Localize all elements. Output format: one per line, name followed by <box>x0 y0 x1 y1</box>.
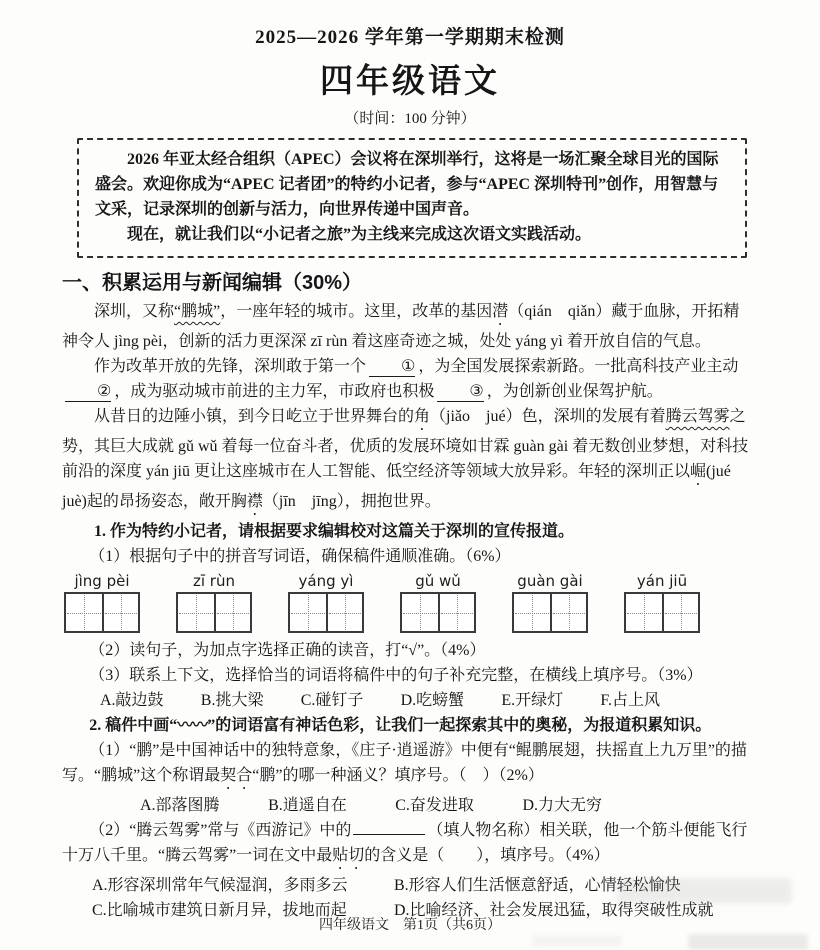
section-heading: 一、积累运用与新闻编辑（30%） <box>62 272 363 294</box>
question-1-2: （2）读句子，为加点字选择正确的读音，打“√”。（4%） <box>89 642 486 659</box>
question-2-1: （1）“鹏”是中国神话中的独特意象，《庄子·逍遥游》中便有“鲲鹏展翅，扶摇直上九万里”的描写。“鹏城”这个称谓最契合“鹏”的哪一种涵义？填序号。（ ）（2%） <box>62 742 747 784</box>
pinyin-label: zī rùn <box>193 572 235 590</box>
writing-grid <box>64 592 140 633</box>
page-title: 四年级语文 <box>320 62 500 99</box>
intro-box <box>77 138 747 258</box>
writing-grid <box>624 592 700 633</box>
option-item: E.开绿灯 <box>501 692 564 709</box>
grid-cell <box>514 594 550 631</box>
question-1-title: 1. 作为特约小记者，请根据要求编辑校对这篇关于深圳的宣传报道。 <box>94 523 575 540</box>
scan-watermark <box>688 934 808 950</box>
option-item: C.碰钉子 <box>300 692 364 709</box>
grid-cell <box>550 594 586 631</box>
question-1-1: （1）根据句子中的拼音写词语，确保稿件通顺准确。（6%） <box>89 548 511 565</box>
grid-cell <box>326 594 362 631</box>
scan-watermark <box>532 935 622 947</box>
page-footer: 四年级语文 第1页（共6页） <box>319 918 501 933</box>
grid-cell <box>402 594 438 631</box>
body-paragraph-2: 作为改革开放的先锋，深圳敢于第一个 ① ，为全国发展探索新路。一批高科技产业主动② ，成为驱动城市前进的主力军，市政府也积极 ③ ，为创新创业保驾护航。 <box>62 354 752 404</box>
grid-cell <box>178 594 214 631</box>
writing-grid <box>176 592 252 633</box>
grid-group-2 <box>176 572 252 633</box>
pinyin-label: guàn gài <box>517 572 583 590</box>
option-item: B.挑大梁 <box>200 692 264 709</box>
body-paragraph-3: 从昔日的边陲小镇，到今日屹立于世界舞台的角（jiǎo jué）色，深圳的发展有着腾云驾雾之势，其巨大成就 gǔ wǔ 着每一位奋斗者，优质的发展环境如甘霖 guàn gài 着无数创业梦想，对科技前沿的深度 yán jiū 更让这座城市在人工智能、低空经济等领域大放异彩。年轻的深圳正以崛(jué juè)起的昂扬姿态，敞开胸襟（jīn jīng），拥抱世界。 <box>62 408 749 510</box>
option-item: A.部落图腾 <box>140 797 220 814</box>
option-item: B.逍遥自在 <box>268 797 347 814</box>
writing-grid <box>288 592 364 633</box>
grid-group-3 <box>288 572 364 633</box>
question-1-3: （3）联系上下文，选择恰当的词语将稿件中的句子补充完整，在横线上填序号。（3%） <box>89 667 703 684</box>
writing-grid <box>400 592 476 633</box>
option-item: D.比喻经济、社会发展迅猛，取得突破性成就 <box>394 902 714 919</box>
exam-term: 2025—2026 学年第一学期期末检测 <box>255 27 565 48</box>
writing-grid <box>512 592 588 633</box>
option-item: B.形容人们生活惬意舒适，心情轻松愉快 <box>394 877 681 894</box>
option-item: F.占上风 <box>600 692 660 709</box>
intro-paragraph-2: 现在，就让我们以“小记者之旅”为主线来完成这次语文实践活动。 <box>127 226 592 243</box>
grid-cell <box>102 594 138 631</box>
grid-group-6 <box>624 572 700 633</box>
pinyin-label: gǔ wǔ <box>415 572 461 590</box>
exam-header <box>0 0 820 128</box>
option-item: A.形容深圳常年气候湿润，多雨多云 <box>92 877 348 894</box>
body-paragraph-1: 深圳，又称“鹏城”，一座年轻的城市。这里，改革的基因潜（qián qiǎn）藏于血脉，开拓精神令人 jìng pèi，创新的活力更深深 zī rùn 着这座奇迹之城，处处 yáng yì 着开放自信的气息。 <box>62 303 740 350</box>
exam-duration: （时间：100 分钟） <box>344 111 476 127</box>
question-2-1-options <box>140 793 602 818</box>
grid-cell <box>626 594 662 631</box>
pinyin-label: jìng pèi <box>74 572 130 590</box>
grid-group-5 <box>512 572 588 633</box>
option-item: D.力大无穷 <box>522 797 602 814</box>
grid-cell <box>438 594 474 631</box>
pinyin-label: yán jiū <box>636 572 688 590</box>
grid-cell <box>290 594 326 631</box>
scan-watermark <box>617 878 792 904</box>
grid-cell <box>662 594 698 631</box>
question-2-2: （2）“腾云驾雾”常与《西游记》中的 （填人物名称）相关联，他一个筋斗便能飞行十万八千里。“腾云驾雾”一词在文中最贴切的含义是（ ），填序号。（4%） <box>62 818 752 873</box>
pinyin-writing-grids <box>64 572 700 633</box>
question-2-title: 2. 稿件中画“〰〰”的词语富有神话色彩，让我们一起探索其中的奥秘，为报道积累知识。 <box>89 717 712 734</box>
option-item: C.奋发进取 <box>395 797 474 814</box>
option-item: D.吃螃蟹 <box>400 692 465 709</box>
question-1-3-options <box>100 688 660 713</box>
section-1 <box>0 266 820 923</box>
grid-cell <box>214 594 250 631</box>
option-item: C.比喻城市建筑日新月异，拔地而起 <box>92 902 347 919</box>
intro-paragraph-1: 2026 年亚太经合组织（APEC）会议将在深圳举行，这将是一场汇聚全球目光的国际盛会。欢迎你成为“APEC 记者团”的特约小记者，参与“APEC 深圳特刊”创作，用智慧与文采，记录深圳的创新与活力，向世界传递中国声音。 <box>95 151 719 218</box>
pinyin-label: yáng yì <box>298 572 354 590</box>
grid-group-4 <box>400 572 476 633</box>
grid-cell <box>66 594 102 631</box>
option-item: A.敲边鼓 <box>100 692 164 709</box>
grid-group-1 <box>64 572 140 633</box>
